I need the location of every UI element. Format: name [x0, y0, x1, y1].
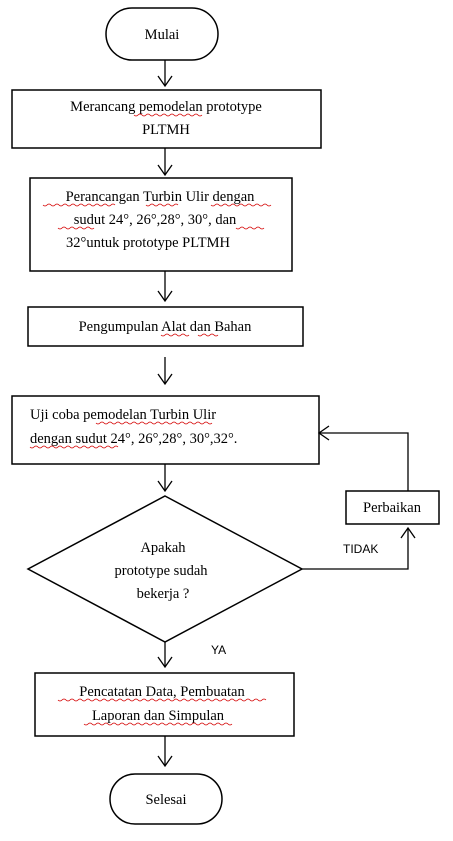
process-design-model-line2: PLTMH — [142, 122, 190, 138]
process-turbine-design-line3: 32°untuk prototype PLTMH — [66, 235, 230, 251]
process-turbine-design — [30, 178, 292, 271]
process-turbine-design-line1: Perancangan Turbin Ulir dengan — [65, 189, 255, 205]
process-collect-materials-label: Pengumpulan Alat dan Bahan — [78, 319, 252, 335]
arrow-repair-to-step4 — [319, 426, 408, 491]
process-repair-label: Perbaikan — [363, 500, 421, 516]
process-test-model — [12, 396, 319, 464]
process-design-model — [12, 90, 321, 148]
start-label: Mulai — [144, 27, 180, 43]
no-label: TIDAK — [343, 542, 379, 556]
arrow-step4-to-decision — [158, 464, 172, 491]
process-record-report-line1: Pencatatan Data, Pembuatan — [79, 684, 245, 700]
process-test-model-line2: dengan sudut 24°, 26°,28°, 30°,32°. — [30, 431, 238, 447]
decision-line1: Apakah — [140, 540, 186, 556]
yes-label: YA — [211, 643, 227, 657]
end-terminator — [110, 774, 222, 824]
process-record-report — [35, 673, 294, 736]
arrow-start-to-step1 — [158, 60, 172, 86]
process-collect-materials — [28, 307, 303, 346]
arrow-step1-to-step2 — [158, 148, 172, 175]
decision-line2: prototype sudah — [114, 563, 208, 579]
process-record-report-line2: Laporan dan Simpulan — [91, 708, 225, 724]
arrow-step5-to-end — [158, 736, 172, 766]
arrow-step3-to-step4 — [158, 357, 172, 384]
end-label: Selesai — [145, 792, 187, 808]
decision-line3: bekerja ? — [136, 586, 190, 602]
arrow-step2-to-step3 — [158, 271, 172, 301]
process-design-model-line1: Merancang pemodelan prototype — [70, 99, 262, 115]
process-repair — [346, 491, 439, 524]
process-test-model-line1: Uji coba pemodelan Turbin Ulir — [30, 407, 217, 423]
decision-prototype-works — [28, 496, 302, 642]
start-terminator — [106, 8, 218, 60]
arrow-decision-to-step5 — [158, 642, 172, 667]
process-turbine-design-line2: sudut 24°, 26°,28°, 30°, dan — [73, 212, 237, 228]
